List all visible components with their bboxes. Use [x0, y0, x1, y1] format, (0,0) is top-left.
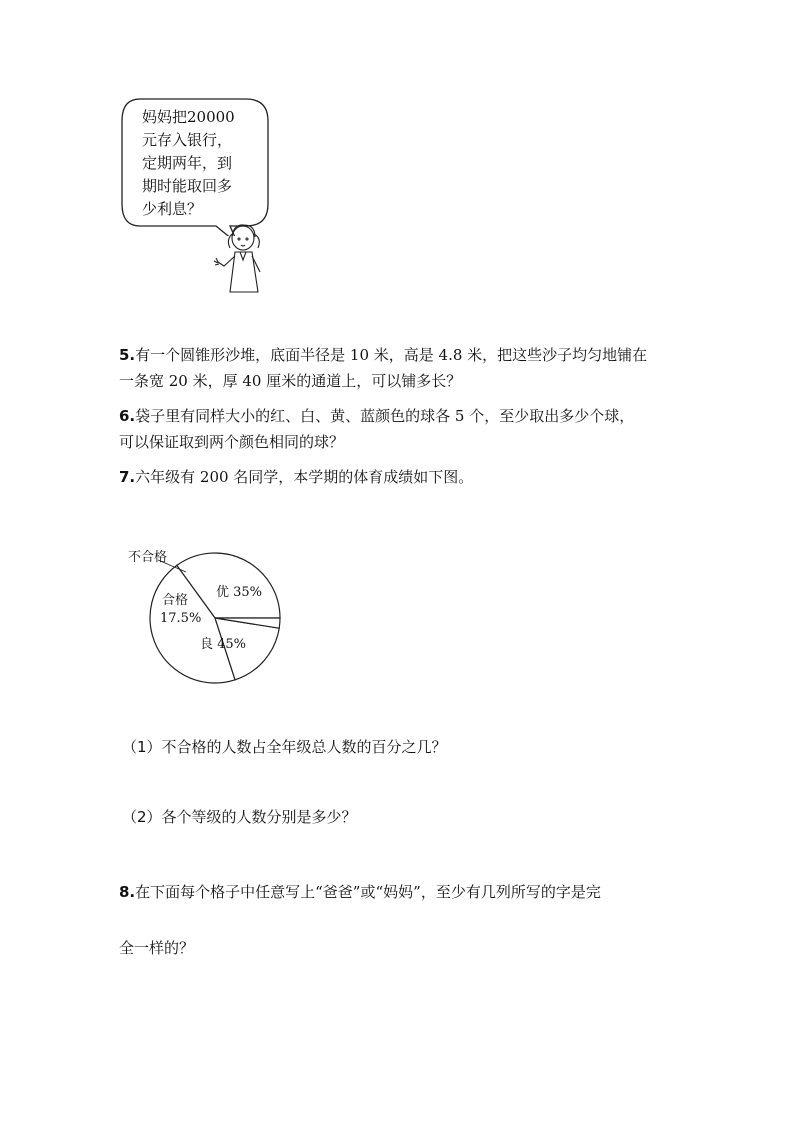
question-8-continued: 全一样的？: [119, 939, 195, 957]
question-text: 在下面每个格子中任意写上“爸爸”或“妈妈”，至少有几列所写的字是完: [135, 883, 601, 901]
bubble-line: 期时能取回多: [142, 177, 233, 195]
question-number: 8.: [119, 883, 136, 901]
pie-label-hege-pct: 17.5%: [160, 611, 202, 626]
bubble-line: 定期两年，到: [142, 154, 233, 172]
question-text: 有一个圆锥形沙堆，底面半径是 10 米，高是 4.8 米，把这些沙子均匀地铺在: [135, 346, 648, 364]
pie-label-hege-name: 合格: [162, 593, 189, 608]
question-6: [119, 403, 699, 455]
pie-label-buhege: 不合格: [128, 550, 168, 565]
bubble-line: 少利息？: [142, 200, 203, 218]
pie-label-you: 优 35%: [216, 585, 263, 600]
question-number: 7.: [119, 468, 136, 486]
question-8: [119, 879, 699, 905]
sub-question-1: （1）不合格的人数占全年级总人数的百分之几？: [122, 738, 447, 756]
question-text: 六年级有 200 名同学，本学期的体育成绩如下图。: [135, 468, 474, 486]
question-number: 6.: [119, 407, 136, 425]
question-text: 袋子里有同样大小的红、白、黄、蓝颜色的球各 5 个，至少取出多少个球，: [135, 407, 635, 425]
question-text: 一条宽 20 米，厚 40 厘米的通道上，可以铺多长？: [119, 372, 462, 390]
question-number: 5.: [119, 346, 136, 364]
question-7: [119, 464, 699, 490]
question-text: 可以保证取到两个颜色相同的球？: [119, 433, 345, 451]
bubble-text: [142, 106, 272, 221]
girl-illustration: [210, 222, 270, 297]
question-5: [119, 342, 699, 394]
pie-label-liang: 良 45%: [200, 637, 247, 652]
pie-chart: [120, 540, 290, 690]
sub-question-2: （2）各个等级的人数分别是多少？: [122, 808, 357, 826]
bubble-line: 元存入银行，: [142, 131, 233, 149]
bubble-line: 妈妈把20000: [142, 108, 235, 126]
